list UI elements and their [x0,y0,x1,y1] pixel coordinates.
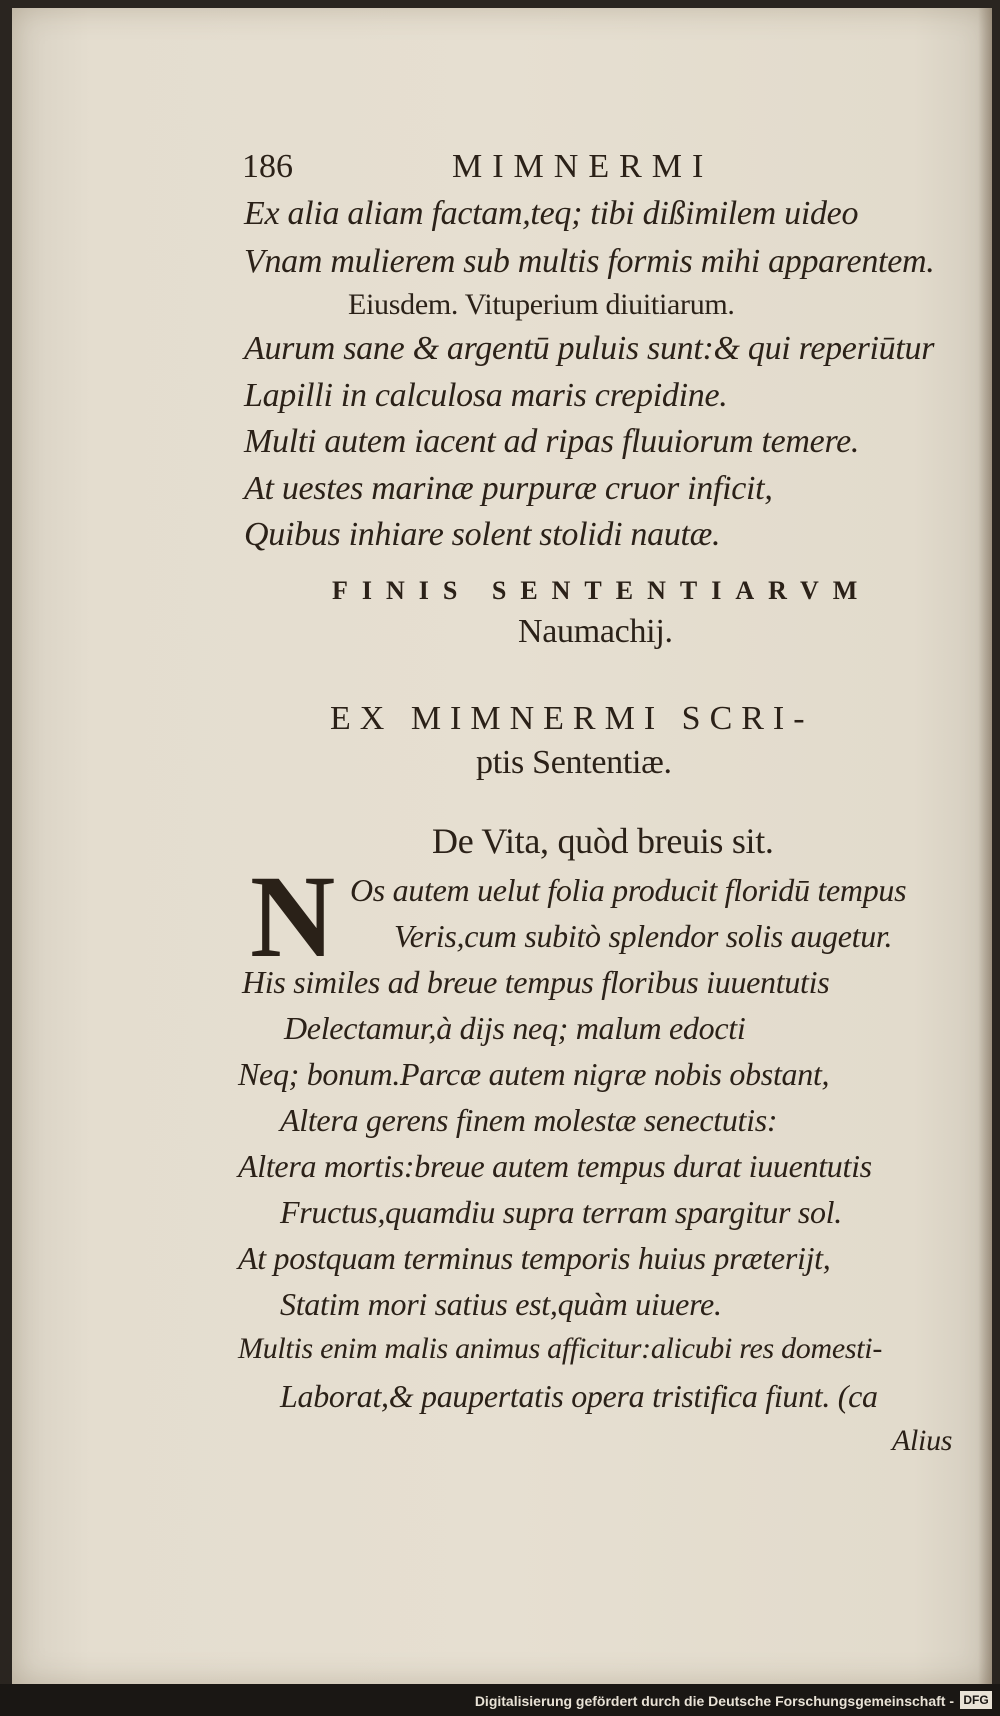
poem-line: Fructus,quamdiu supra terram spargitur sol. [280,1194,842,1230]
poem-line: Altera mortis:breue autem tempus durat iuuentutis [238,1148,872,1184]
poem-line: Veris,cum subitò splendor solis augetur. [394,918,893,954]
poem-line: Altera gerens finem molestæ senectutis: [280,1102,778,1138]
poem-line: Statim mori satius est,quàm uiuere. [280,1286,722,1322]
text-line: Vnam mulierem sub multis formis mihi apparentem. [244,243,935,280]
poem-line: Neq; bonum.Parcæ autem nigræ nobis obstant, [238,1056,830,1092]
text-line: Lapilli in calculosa maris crepidine. [244,377,728,414]
finis-subheading: Naumachij. [518,613,673,650]
poem-line: Laborat,& paupertatis opera tristifica fiunt. (ca [280,1378,878,1414]
poem-line: His similes ad breue tempus floribus iuuentutis [242,964,830,1000]
running-head [242,148,802,192]
text-line: Ex alia aliam factam,teq; tibi dißimilem uideo [244,195,859,232]
funding-credit: Digitalisierung gefördert durch die Deutsche Forschungsgemeinschaft - [474,1693,954,1709]
page-number: 186 [242,148,293,185]
poem-line: Delectamur,à dijs neq; malum edocti [284,1010,746,1046]
section-title-cont: ptis Sententiæ. [476,744,672,781]
section-heading: Eiusdem. Vituperium diuitiarum. [348,288,735,321]
poem-title: De Vita, quòd breuis sit. [432,821,774,861]
section-title: EX MIMNERMI SCRI- [330,700,814,737]
poem-line: At postquam terminus temporis huius præterijt, [238,1240,831,1276]
poem-line: Multis enim malis animus afficitur:alicubi res domesti- [238,1332,883,1365]
drop-capital: N [250,851,336,982]
text-line: Aurum sane & argentū puluis sunt:& qui reperiūtur [244,330,935,367]
dfg-logo-icon: DFG [960,1691,992,1709]
text-line: Multi autem iacent ad ripas fluuiorum temere. [244,423,860,460]
book-page [12,8,992,1684]
running-title: MIMNERMI [452,148,714,185]
finis-heading: FINIS SENTENTIARVM [332,576,872,605]
poem-line: Os autem uelut folia producit floridū tempus [350,872,907,908]
catchword: Alius [892,1424,953,1457]
digitization-footer [0,1684,1000,1716]
text-line: At uestes marinæ purpuræ cruor inficit, [244,470,773,507]
text-line: Quibus inhiare solent stolidi nautæ. [244,516,721,553]
